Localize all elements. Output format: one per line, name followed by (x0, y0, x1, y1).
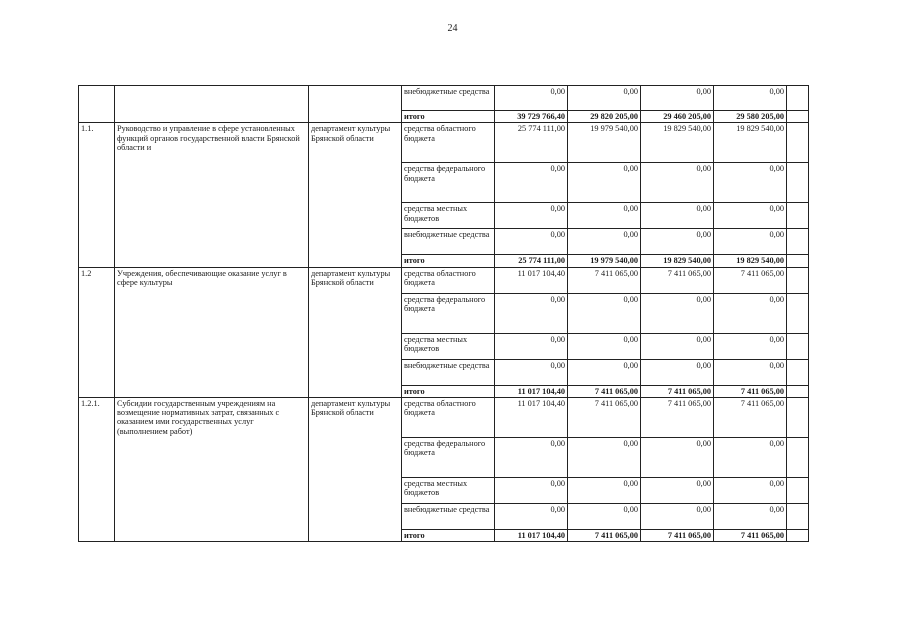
budget-table-body (79, 86, 809, 542)
blank-cell (787, 229, 809, 255)
total-value: 19 829 540,00 (641, 255, 714, 267)
value-cell: 0,00 (495, 333, 568, 359)
value-cell: 7 411 065,00 (714, 267, 787, 293)
total-value: 11 017 104,40 (495, 529, 568, 541)
value-cell: 19 829 540,00 (714, 123, 787, 163)
value-cell: 0,00 (495, 163, 568, 203)
blank-cell (787, 267, 809, 293)
value-cell: 0,00 (495, 229, 568, 255)
value-cell: 0,00 (568, 86, 641, 111)
blank-cell (787, 385, 809, 397)
blank-cell (787, 437, 809, 477)
value-cell: 0,00 (495, 477, 568, 503)
value-cell: 0,00 (568, 437, 641, 477)
value-cell: 0,00 (495, 359, 568, 385)
source-cell: внебюджетные средства (402, 503, 495, 529)
blank-cell (787, 203, 809, 229)
total-value: 25 774 111,00 (495, 255, 568, 267)
blank-cell (787, 123, 809, 163)
name-cell: Руководство и управление в сфере установленных функций органов государственной власти Брянской области и (115, 123, 309, 267)
source-cell: средства федерального бюджета (402, 163, 495, 203)
total-value: 29 460 205,00 (641, 111, 714, 123)
source-cell: внебюджетные средства (402, 229, 495, 255)
value-cell: 7 411 065,00 (568, 397, 641, 437)
blank-cell (787, 359, 809, 385)
value-cell: 11 017 104,40 (495, 397, 568, 437)
value-cell: 0,00 (568, 477, 641, 503)
source-cell: средства местных бюджетов (402, 203, 495, 229)
value-cell: 0,00 (714, 359, 787, 385)
total-value: 11 017 104,40 (495, 385, 568, 397)
value-cell: 0,00 (714, 333, 787, 359)
blank-cell (787, 333, 809, 359)
value-cell: 0,00 (568, 229, 641, 255)
value-cell: 11 017 104,40 (495, 267, 568, 293)
value-cell: 0,00 (714, 229, 787, 255)
blank-cell (787, 503, 809, 529)
executor-cell (309, 86, 402, 123)
total-value: 19 829 540,00 (714, 255, 787, 267)
blank-cell (787, 86, 809, 111)
total-value: 7 411 065,00 (568, 529, 641, 541)
value-cell: 0,00 (495, 203, 568, 229)
blank-cell (787, 163, 809, 203)
table-row (79, 397, 809, 437)
value-cell: 0,00 (714, 477, 787, 503)
total-value: 29 820 205,00 (568, 111, 641, 123)
value-cell: 25 774 111,00 (495, 123, 568, 163)
value-cell: 0,00 (641, 437, 714, 477)
value-cell: 0,00 (641, 477, 714, 503)
code-cell: 1.1. (79, 123, 115, 267)
source-cell: внебюджетные средства (402, 86, 495, 111)
blank-cell (787, 293, 809, 333)
value-cell: 0,00 (641, 333, 714, 359)
value-cell: 0,00 (568, 359, 641, 385)
total-value: 7 411 065,00 (714, 529, 787, 541)
value-cell: 0,00 (568, 293, 641, 333)
blank-cell (787, 255, 809, 267)
executor-cell: департамент культуры Брянской области (309, 397, 402, 541)
name-cell (115, 86, 309, 123)
source-cell: средства областного бюджета (402, 267, 495, 293)
total-value: 29 580 205,00 (714, 111, 787, 123)
budget-table (78, 85, 809, 542)
page-number: 24 (447, 23, 458, 34)
table-row (79, 267, 809, 293)
total-value: 7 411 065,00 (714, 385, 787, 397)
value-cell: 0,00 (568, 203, 641, 229)
value-cell: 0,00 (495, 437, 568, 477)
total-value: 19 979 540,00 (568, 255, 641, 267)
value-cell: 0,00 (641, 163, 714, 203)
value-cell: 0,00 (641, 293, 714, 333)
executor-cell: департамент культуры Брянской области (309, 267, 402, 397)
code-cell: 1.2.1. (79, 397, 115, 541)
value-cell: 0,00 (641, 86, 714, 111)
total-value: 7 411 065,00 (568, 385, 641, 397)
source-cell: средства областного бюджета (402, 397, 495, 437)
value-cell: 0,00 (495, 293, 568, 333)
value-cell: 0,00 (495, 503, 568, 529)
value-cell: 7 411 065,00 (568, 267, 641, 293)
value-cell: 0,00 (714, 293, 787, 333)
value-cell: 0,00 (714, 503, 787, 529)
total-label: итого (402, 529, 495, 541)
blank-cell (787, 477, 809, 503)
value-cell: 19 829 540,00 (641, 123, 714, 163)
source-cell: внебюджетные средства (402, 359, 495, 385)
value-cell: 0,00 (641, 229, 714, 255)
value-cell: 0,00 (714, 437, 787, 477)
total-value: 7 411 065,00 (641, 385, 714, 397)
source-cell: средства федерального бюджета (402, 437, 495, 477)
value-cell: 0,00 (641, 359, 714, 385)
total-label: итого (402, 255, 495, 267)
value-cell: 0,00 (641, 203, 714, 229)
value-cell: 7 411 065,00 (641, 397, 714, 437)
value-cell: 0,00 (568, 503, 641, 529)
source-cell: средства местных бюджетов (402, 477, 495, 503)
name-cell: Учреждения, обеспечивающие оказание услуг в сфере культуры (115, 267, 309, 397)
code-cell: 1.2 (79, 267, 115, 397)
executor-cell: департамент культуры Брянской области (309, 123, 402, 267)
source-cell: средства федерального бюджета (402, 293, 495, 333)
table-row (79, 86, 809, 111)
blank-cell (787, 111, 809, 123)
value-cell: 0,00 (641, 503, 714, 529)
value-cell: 0,00 (568, 163, 641, 203)
value-cell: 0,00 (568, 333, 641, 359)
total-label: итого (402, 111, 495, 123)
source-cell: средства областного бюджета (402, 123, 495, 163)
value-cell: 19 979 540,00 (568, 123, 641, 163)
name-cell: Субсидии государственным учреждениям на возмещение нормативных затрат, связанных с оказанием ими государственных услуг (выполнением работ) (115, 397, 309, 541)
value-cell: 0,00 (714, 203, 787, 229)
total-value: 39 729 766,40 (495, 111, 568, 123)
total-value: 7 411 065,00 (641, 529, 714, 541)
total-label: итого (402, 385, 495, 397)
code-cell (79, 86, 115, 123)
value-cell: 7 411 065,00 (641, 267, 714, 293)
blank-cell (787, 529, 809, 541)
blank-cell (787, 397, 809, 437)
value-cell: 7 411 065,00 (714, 397, 787, 437)
value-cell: 0,00 (714, 86, 787, 111)
value-cell: 0,00 (495, 86, 568, 111)
source-cell: средства местных бюджетов (402, 333, 495, 359)
value-cell: 0,00 (714, 163, 787, 203)
table-row (79, 123, 809, 163)
